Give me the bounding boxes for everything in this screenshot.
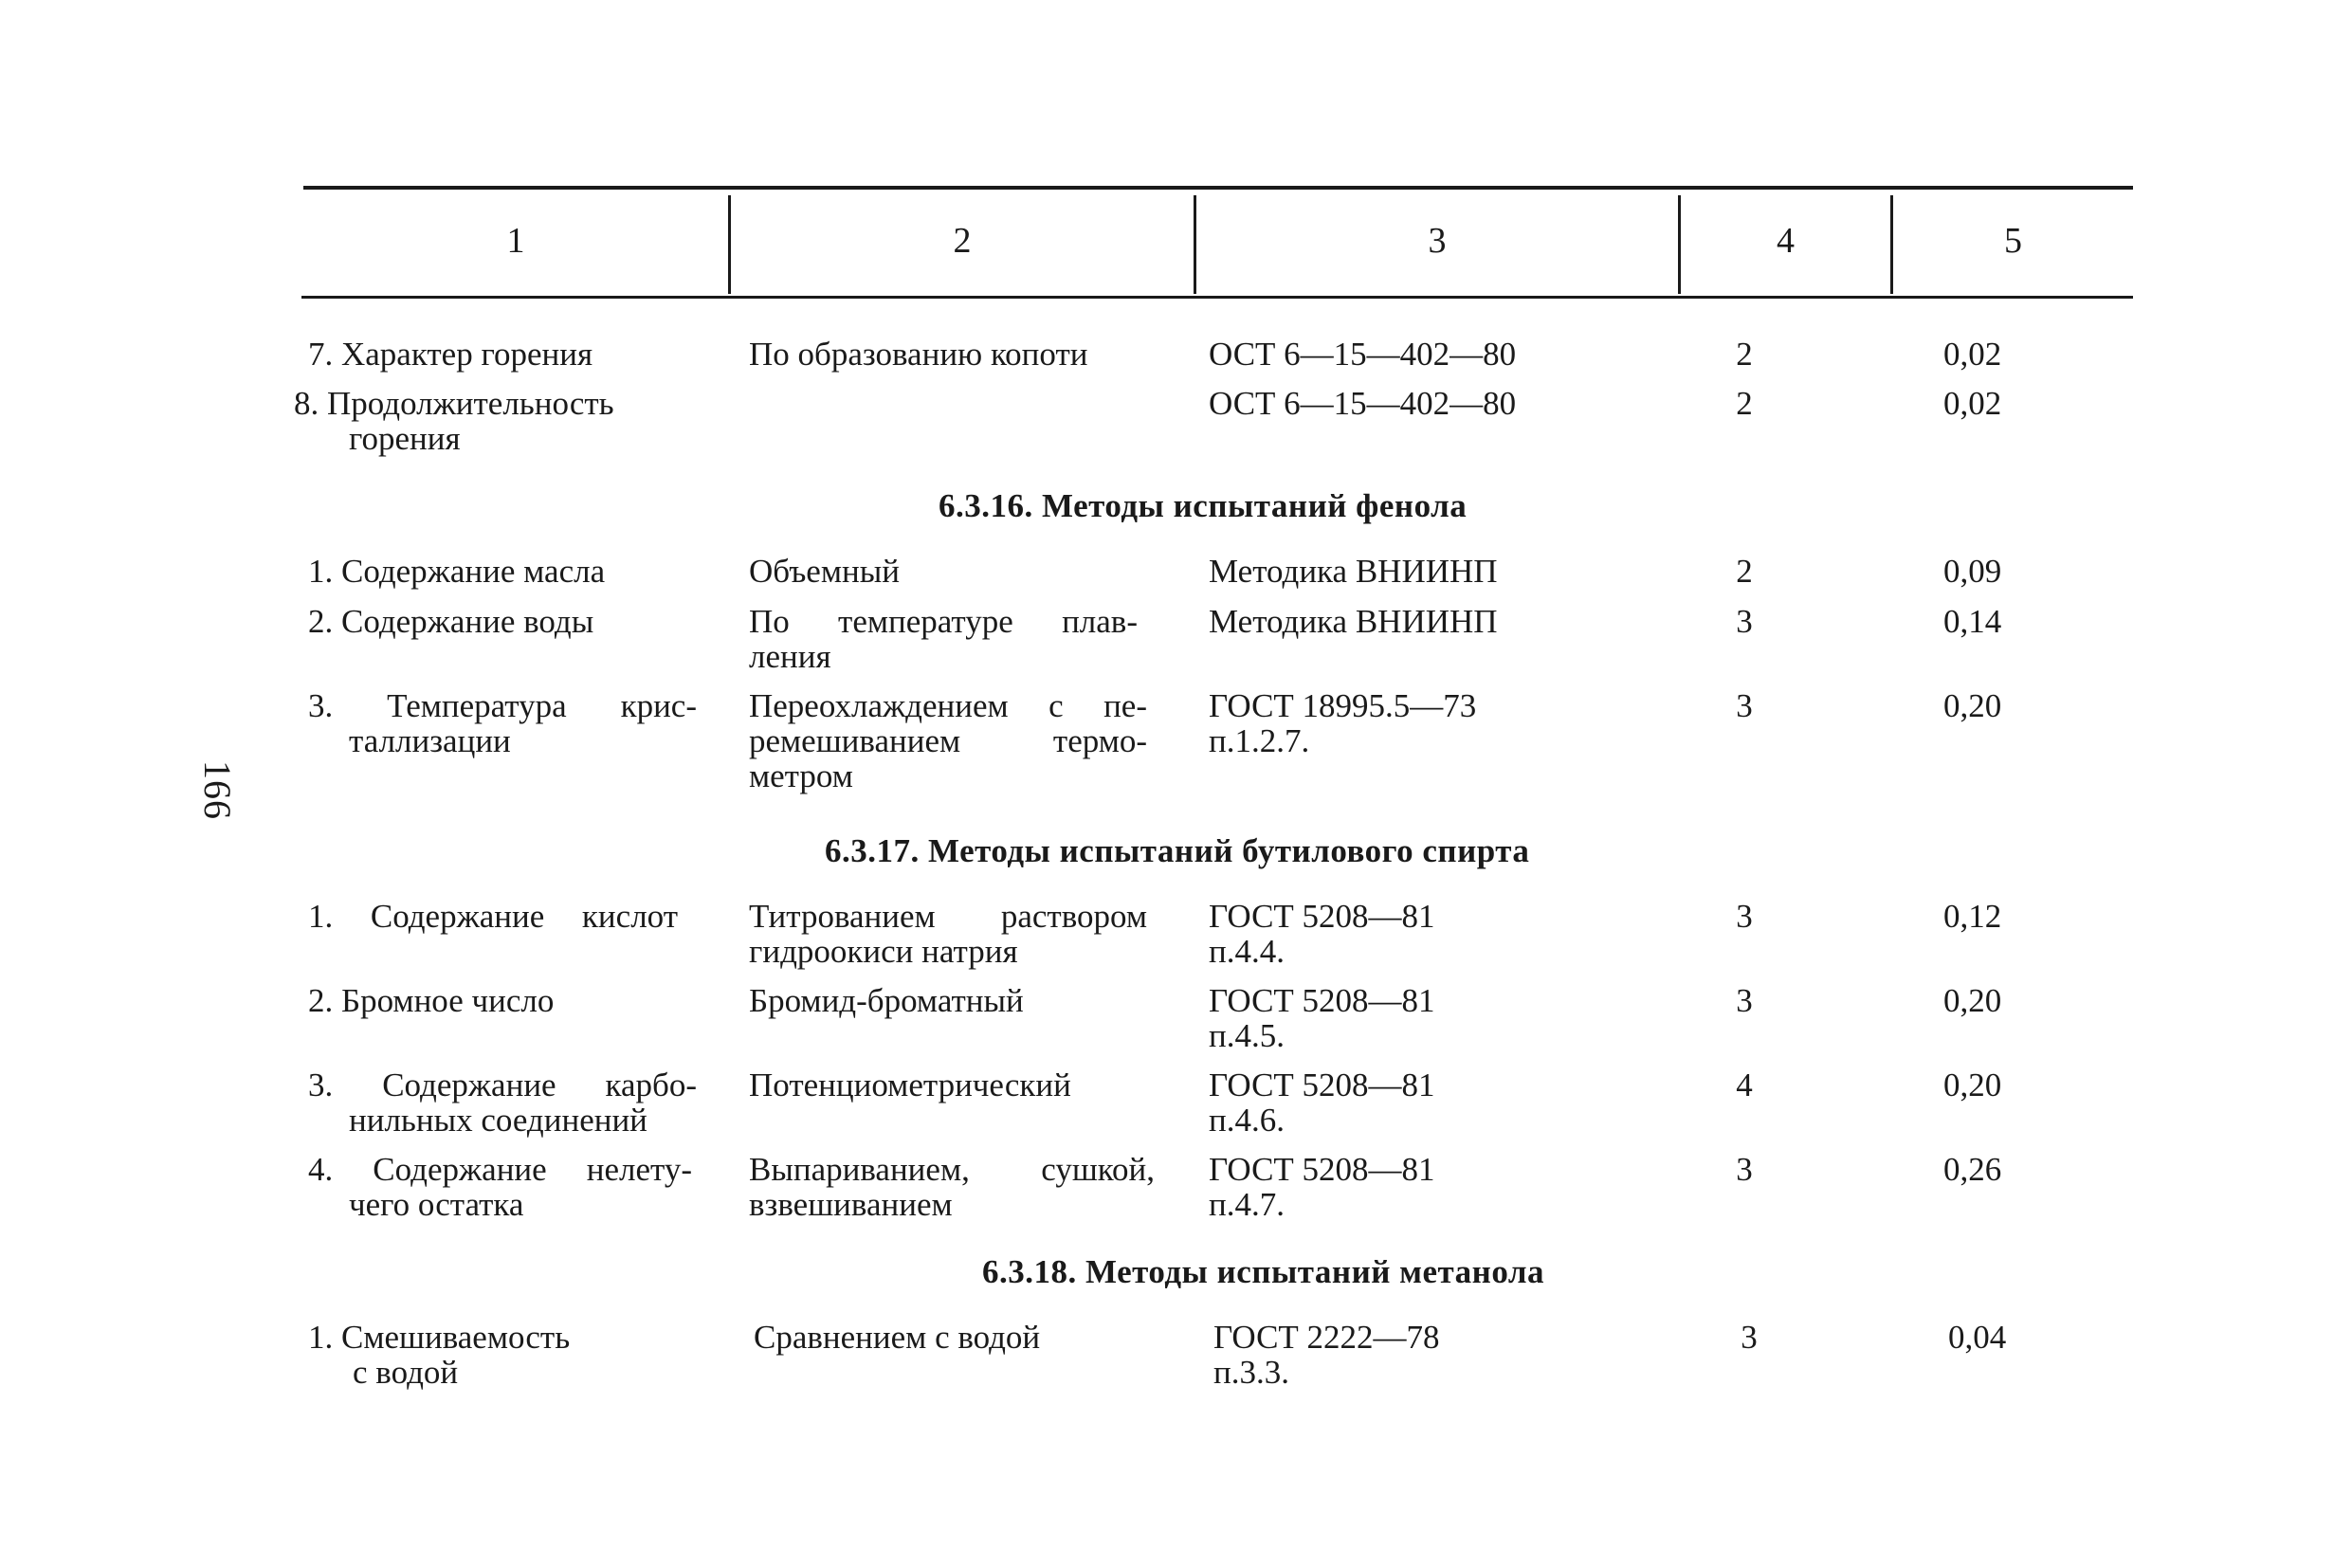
- row-standard: ОСТ 6—15—402—80: [1209, 336, 1517, 373]
- section-title: 6.3.18. Методы испытаний метанола: [982, 1253, 1545, 1290]
- row-method: Переохлаждением с пе-: [749, 687, 1147, 724]
- row-method-cont: метром: [749, 757, 853, 794]
- row-standard: Методика ВНИИНП: [1209, 553, 1498, 590]
- row-method-cont: взвешиванием: [749, 1186, 953, 1223]
- row-value-5: 0,09: [1943, 553, 2002, 590]
- row-value-4: 3: [1736, 898, 1753, 935]
- row-parameter: 3. Содержание карбо-: [308, 1067, 697, 1103]
- row-method-cont: гидроокиси натрия: [749, 933, 1018, 970]
- row-parameter-cont: с водой: [353, 1354, 459, 1391]
- row-value-5: 0,20: [1943, 1067, 2002, 1103]
- row-method: По температуре плав-: [749, 603, 1138, 640]
- row-parameter: 2. Бромное число: [308, 982, 555, 1019]
- row-value-4: 4: [1736, 1067, 1753, 1103]
- row-value-4: 3: [1736, 687, 1753, 724]
- page-number: 166: [196, 760, 239, 820]
- row-parameter: 2. Содержание воды: [308, 603, 594, 640]
- row-parameter-cont: чего остатка: [349, 1186, 524, 1223]
- row-standard-cont: п.3.3.: [1213, 1354, 1289, 1391]
- row-method: Сравнением с водой: [754, 1319, 1041, 1356]
- row-parameter-cont: горения: [349, 420, 461, 457]
- row-parameter: 8. Продолжительность: [294, 385, 614, 422]
- row-value-4: 2: [1736, 385, 1753, 422]
- column-header-2: 2: [953, 221, 972, 261]
- row-method: Объемный: [749, 553, 900, 590]
- row-value-4: 3: [1736, 603, 1753, 640]
- row-standard-cont: п.4.5.: [1209, 1017, 1285, 1054]
- row-parameter: 4. Содержание нелету-: [308, 1151, 692, 1188]
- row-value-5: 0,02: [1943, 336, 2002, 373]
- row-parameter: 1. Содержание кислот: [308, 898, 678, 935]
- table-top-rule: [303, 186, 2133, 190]
- column-header-4: 4: [1777, 221, 1795, 261]
- row-method: По образованию копоти: [749, 336, 1088, 373]
- row-parameter: 1. Смешиваемость: [308, 1319, 571, 1356]
- column-header-5: 5: [2004, 221, 2022, 261]
- section-title: 6.3.16. Методы испытаний фенола: [939, 487, 1468, 524]
- row-value-5: 0,12: [1943, 898, 2002, 935]
- row-standard: ОСТ 6—15—402—80: [1209, 385, 1517, 422]
- row-parameter: 3. Температура крис-: [308, 687, 697, 724]
- row-standard: ГОСТ 5208—81: [1209, 982, 1435, 1019]
- row-value-5: 0,20: [1943, 687, 2002, 724]
- row-value-4: 3: [1736, 1151, 1753, 1188]
- row-standard: ГОСТ 5208—81: [1209, 898, 1435, 935]
- row-value-5: 0,20: [1943, 982, 2002, 1019]
- row-method: Потенциометрический: [749, 1067, 1071, 1103]
- row-value-4: 3: [1741, 1319, 1758, 1356]
- row-method: Бромид-броматный: [749, 982, 1024, 1019]
- row-value-5: 0,04: [1948, 1319, 2007, 1356]
- row-value-4: 2: [1736, 553, 1753, 590]
- row-standard: ГОСТ 5208—81: [1209, 1067, 1435, 1103]
- row-standard: ГОСТ 2222—78: [1213, 1319, 1440, 1356]
- column-header-3: 3: [1428, 221, 1447, 261]
- row-parameter: 7. Характер горения: [308, 336, 593, 373]
- section-title: 6.3.17. Методы испытаний бутилового спирта: [825, 832, 1530, 869]
- table-header-rule: [301, 296, 2133, 299]
- row-parameter-cont: таллизации: [349, 722, 511, 759]
- row-value-5: 0,02: [1943, 385, 2002, 422]
- row-value-5: 0,14: [1943, 603, 2002, 640]
- row-value-4: 2: [1736, 336, 1753, 373]
- row-method-cont: ления: [749, 638, 831, 675]
- row-standard: Методика ВНИИНП: [1209, 603, 1498, 640]
- row-parameter: 1. Содержание масла: [308, 553, 606, 590]
- row-standard: ГОСТ 18995.5—73: [1209, 687, 1477, 724]
- row-standard-cont: п.4.4.: [1209, 933, 1285, 970]
- row-standard-cont: п.4.7.: [1209, 1186, 1285, 1223]
- row-method-cont: ремешиванием термо-: [749, 722, 1147, 759]
- row-value-5: 0,26: [1943, 1151, 2002, 1188]
- row-method: Титрованием раствором: [749, 898, 1147, 935]
- row-method: Выпариванием, сушкой,: [749, 1151, 1155, 1188]
- column-header-1: 1: [506, 221, 525, 261]
- row-parameter-cont: нильных соединений: [349, 1102, 647, 1139]
- row-value-4: 3: [1736, 982, 1753, 1019]
- row-standard-cont: п.1.2.7.: [1209, 722, 1310, 759]
- row-standard-cont: п.4.6.: [1209, 1102, 1285, 1139]
- row-standard: ГОСТ 5208—81: [1209, 1151, 1435, 1188]
